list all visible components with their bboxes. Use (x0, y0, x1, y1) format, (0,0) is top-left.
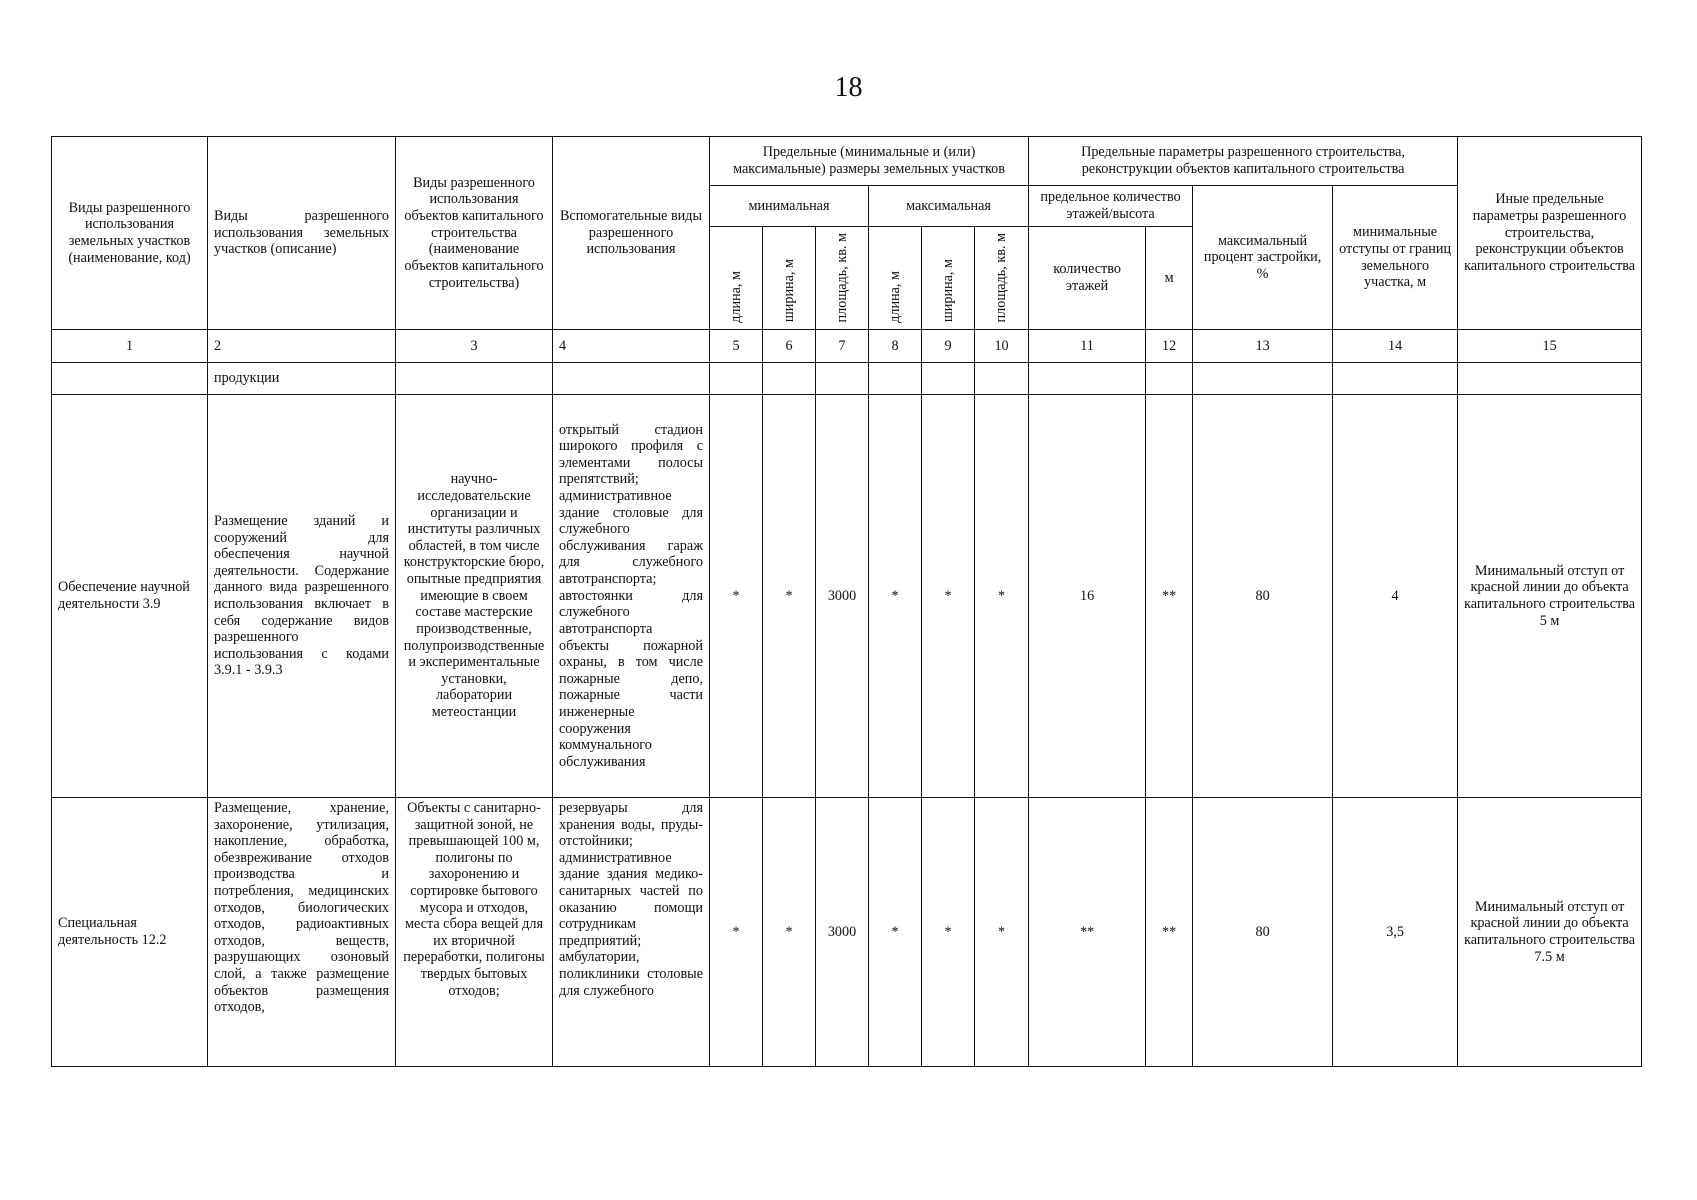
max-width: * (922, 395, 975, 798)
column-number: 15 (1458, 330, 1642, 363)
column-number: 9 (922, 330, 975, 363)
header-land-use-description: Виды разрешенного использования земельных участков (описание) (208, 137, 396, 330)
header-other-params: Иные предельные параметры разрешенного строительства, реконструкции объектов капитального строительства (1458, 137, 1642, 330)
floors-count: ** (1029, 798, 1146, 1067)
table-cell (396, 363, 553, 395)
min-area: 3000 (816, 798, 869, 1067)
header-max-area: площадь, кв. м (975, 227, 1029, 330)
min-setback: 3,5 (1333, 798, 1458, 1067)
land-use-name: Обеспечение научной деятельности 3.9 (52, 395, 208, 798)
continuation-text: продукции (208, 363, 396, 395)
max-percent: 80 (1193, 798, 1333, 1067)
column-number: 6 (763, 330, 816, 363)
header-maximum: максимальная (869, 186, 1029, 227)
table-cell (763, 363, 816, 395)
column-number: 5 (710, 330, 763, 363)
capital-objects: Объекты с санитарно-защитной зоной, не превышающей 100 м, полигоны по захоронению и сортировке бытового мусора и отходов, места сбора вещей для их вторичной переработки, полигоны твердых бытовых отходов; (396, 798, 553, 1067)
header-max-percent: максимальный процент застройки, % (1193, 186, 1333, 330)
max-area: * (975, 395, 1029, 798)
column-number: 1 (52, 330, 208, 363)
max-width: * (922, 798, 975, 1067)
header-min-length: длина, м (710, 227, 763, 330)
regulations-table (51, 136, 1642, 1067)
table-row (52, 395, 1642, 798)
column-number: 13 (1193, 330, 1333, 363)
land-use-description: Размещение, хранение, захоронение, утилизация, накопление, обработка, обезвреживание отходов производства и потребления, медицинских отходов, биологических отходов, радиоактивных отходов, веществ, разрушающих озоновый слой, а также размещение объектов размещения отходов, (208, 798, 396, 1067)
table-cell (1146, 363, 1193, 395)
column-number: 11 (1029, 330, 1146, 363)
table-cell (869, 363, 922, 395)
header-row-1 (52, 137, 1642, 186)
header-land-use-name: Виды разрешенного использования земельных участков (наименование, код) (52, 137, 208, 330)
min-length: * (710, 798, 763, 1067)
header-floors-count: количество этажей (1029, 227, 1146, 330)
header-floors-height: предельное количество этажей/высота (1029, 186, 1193, 227)
column-number: 8 (869, 330, 922, 363)
min-width: * (763, 798, 816, 1067)
continuation-row (52, 363, 1642, 395)
table-cell (1193, 363, 1333, 395)
auxiliary-uses: резервуары для хранения воды, пруды-отстойники; административное здание здания медико-санитарных частей по оказанию помощи сотрудникам предприятий; амбулатории, поликлиники столовые для служебного (553, 798, 710, 1067)
height-m: ** (1146, 395, 1193, 798)
height-m: ** (1146, 798, 1193, 1067)
page-number: 18 (834, 72, 863, 103)
table-row (52, 798, 1642, 1067)
column-number: 3 (396, 330, 553, 363)
header-height-m: м (1146, 227, 1193, 330)
min-width: * (763, 395, 816, 798)
min-setback: 4 (1333, 395, 1458, 798)
column-number: 12 (1146, 330, 1193, 363)
header-min-width: ширина, м (763, 227, 816, 330)
header-auxiliary-uses: Вспомогательные виды разрешенного использования (553, 137, 710, 330)
column-numbers-row (52, 330, 1642, 363)
max-area: * (975, 798, 1029, 1067)
column-number: 14 (1333, 330, 1458, 363)
other-params: Минимальный отступ от красной линии до объекта капитального строительства 5 м (1458, 395, 1642, 798)
table-cell (1333, 363, 1458, 395)
max-length: * (869, 395, 922, 798)
table-cell (710, 363, 763, 395)
max-length: * (869, 798, 922, 1067)
header-max-length: длина, м (869, 227, 922, 330)
capital-objects: научно-исследовательские организации и институты различных областей, в том числе конструкторские бюро, опытные предприятия имеющие в своем составе мастерские производственные, полупроизводственные и экспериментальные установки, лаборатории метеостанции (396, 395, 553, 798)
table-cell (1029, 363, 1146, 395)
column-number: 7 (816, 330, 869, 363)
column-number: 2 (208, 330, 396, 363)
auxiliary-uses: открытый стадион широкого профиля с элементами полосы препятствий; административное здание столовые для служебного обслуживания гараж для служебного автотранспорта; автостоянки для служебного автотранспорта объекты пожарной охраны, в том числе пожарные депо, пожарные части инженерные сооружения коммунального обслуживания (553, 395, 710, 798)
header-max-width: ширина, м (922, 227, 975, 330)
table-cell (922, 363, 975, 395)
min-area: 3000 (816, 395, 869, 798)
header-min-area: площадь, кв. м (816, 227, 869, 330)
min-length: * (710, 395, 763, 798)
table-cell (52, 363, 208, 395)
column-number: 10 (975, 330, 1029, 363)
table-cell (975, 363, 1029, 395)
header-minimum: минимальная (710, 186, 869, 227)
header-capital-objects: Виды разрешенного использования объектов капитального строительства (наименование объектов капитального строительства) (396, 137, 553, 330)
header-min-setback: минимальные отступы от границ земельного участка, м (1333, 186, 1458, 330)
column-number: 4 (553, 330, 710, 363)
land-use-description: Размещение зданий и сооружений для обеспечения научной деятельности. Содержание данного вида разрешенного использования включает в себя содержание видов разрешенного использования с кодами 3.9.1 - 3.9.3 (208, 395, 396, 798)
other-params: Минимальный отступ от красной линии до объекта капитального строительства 7.5 м (1458, 798, 1642, 1067)
header-plot-sizes: Предельные (минимальные и (или) максимальные) размеры земельных участков (710, 137, 1029, 186)
header-construction-params: Предельные параметры разрешенного строительства, реконструкции объектов капитального строительства (1029, 137, 1458, 186)
table-cell (553, 363, 710, 395)
land-use-name: Специальная деятельность 12.2 (52, 798, 208, 1067)
floors-count: 16 (1029, 395, 1146, 798)
table-cell (816, 363, 869, 395)
table-cell (1458, 363, 1642, 395)
max-percent: 80 (1193, 395, 1333, 798)
